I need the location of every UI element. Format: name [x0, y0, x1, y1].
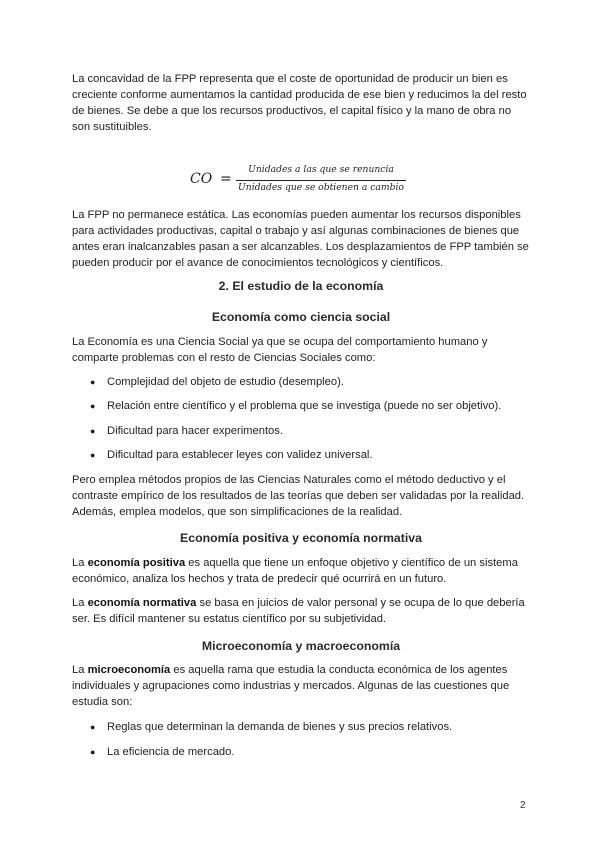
positiva-paragraph [72, 555, 530, 587]
page-number: 2 [520, 800, 526, 811]
subsection-positiva-normativa-title: Economía positiva y economía normativa [180, 531, 422, 545]
formula-equals: = [220, 171, 232, 187]
positiva-term: economía positiva [87, 557, 186, 569]
fraction-bar [236, 180, 406, 181]
list-item-text: Dificultad para establecer leyes con validez universal. [107, 449, 373, 461]
list-item-text: Complejidad del objeto de estudio (desempleo). [107, 376, 344, 388]
list-item-text: La eficiencia de mercado. [107, 746, 235, 758]
bullet-icon: ● [90, 401, 96, 411]
bullet-icon: ● [90, 377, 96, 387]
subsection-micro-macro-title: Microeconomía y macroeconomía [201, 639, 401, 653]
opportunity-cost-formula [190, 164, 420, 198]
bullet-icon: ● [90, 722, 96, 732]
normativa-paragraph [72, 595, 530, 627]
list-item-text: Relación entre científico y el problema que se investiga (puede no ser objetivo). [107, 400, 502, 412]
section-2-title: 2. El estudio de la economía [218, 279, 384, 293]
positiva-definition: es aquella que tiene un enfoque objetivo y científico de un sistema económico, analiza los hechos y trata de predecir qué ocurrirá en un futuro. [72, 557, 518, 585]
fpp-paragraph: La FPP no permanece estática. Las economías pueden aumentar los recursos disponibles para actividades productivas, capital o trabajo y así algunas combinaciones de bienes que antes eran inalcanzables pasan a ser alcanzables. Los desplazamientos de FPP también se pueden producir por el avance de conocimientos tecnológicos y científicos. [72, 209, 529, 269]
ciencia-social-closing: Pero emplea métodos propios de las Ciencias Naturales como el método deductivo y el contraste empírico de los resultados de las teorías que deben ser validadas por la realidad. Además, emplea modelos, que son simplificaciones de la realidad. [72, 474, 525, 518]
bullet-icon: ● [90, 450, 96, 460]
list-item-text: Dificultad para hacer experimentos. [107, 425, 283, 437]
micro-paragraph [72, 662, 530, 710]
normativa-definition: se basa en juicios de valor personal y se ocupa de lo que debería ser. Es difícil mantener su estatus científico por su subjetividad. [72, 597, 525, 625]
micro-term: microeconomía [87, 664, 171, 676]
formula-numerator: Unidades a las que se renuncia [248, 164, 394, 175]
micro-prefix: La [72, 664, 88, 676]
bullet-icon: ● [90, 747, 96, 757]
normativa-prefix: La [72, 597, 88, 609]
ciencia-social-intro: La Economía es una Ciencia Social ya que se ocupa del comportamiento humano y comparte problemas con el resto de Ciencias Sociales como: [72, 336, 488, 364]
subsection-ciencia-social-title: Economía como ciencia social [211, 310, 391, 324]
positiva-prefix: La [72, 557, 88, 569]
list-item-text: Reglas que determinan la demanda de bienes y sus precios relativos. [107, 721, 453, 733]
formula-denominator: Unidades que se obtienen a cambio [238, 182, 404, 193]
micro-definition: es aquella rama que estudia la conducta económica de los agentes individuales y agrupaciones como industrias y mercados. Algunas de las cuestiones que estudia son: [72, 664, 510, 708]
bullet-icon: ● [90, 426, 96, 436]
concavity-paragraph: La concavidad de la FPP representa que el coste de oportunidad de producir un bien es creciente conforme aumentamos la cantidad producida de ese bien y reducimos la del resto de bienes. Se debe a que los recursos productivos, el capital físico y la mano de obra no son sustituibles. [72, 73, 527, 133]
formula-lhs: CO [190, 171, 213, 187]
normativa-term: economía normativa [87, 597, 197, 609]
